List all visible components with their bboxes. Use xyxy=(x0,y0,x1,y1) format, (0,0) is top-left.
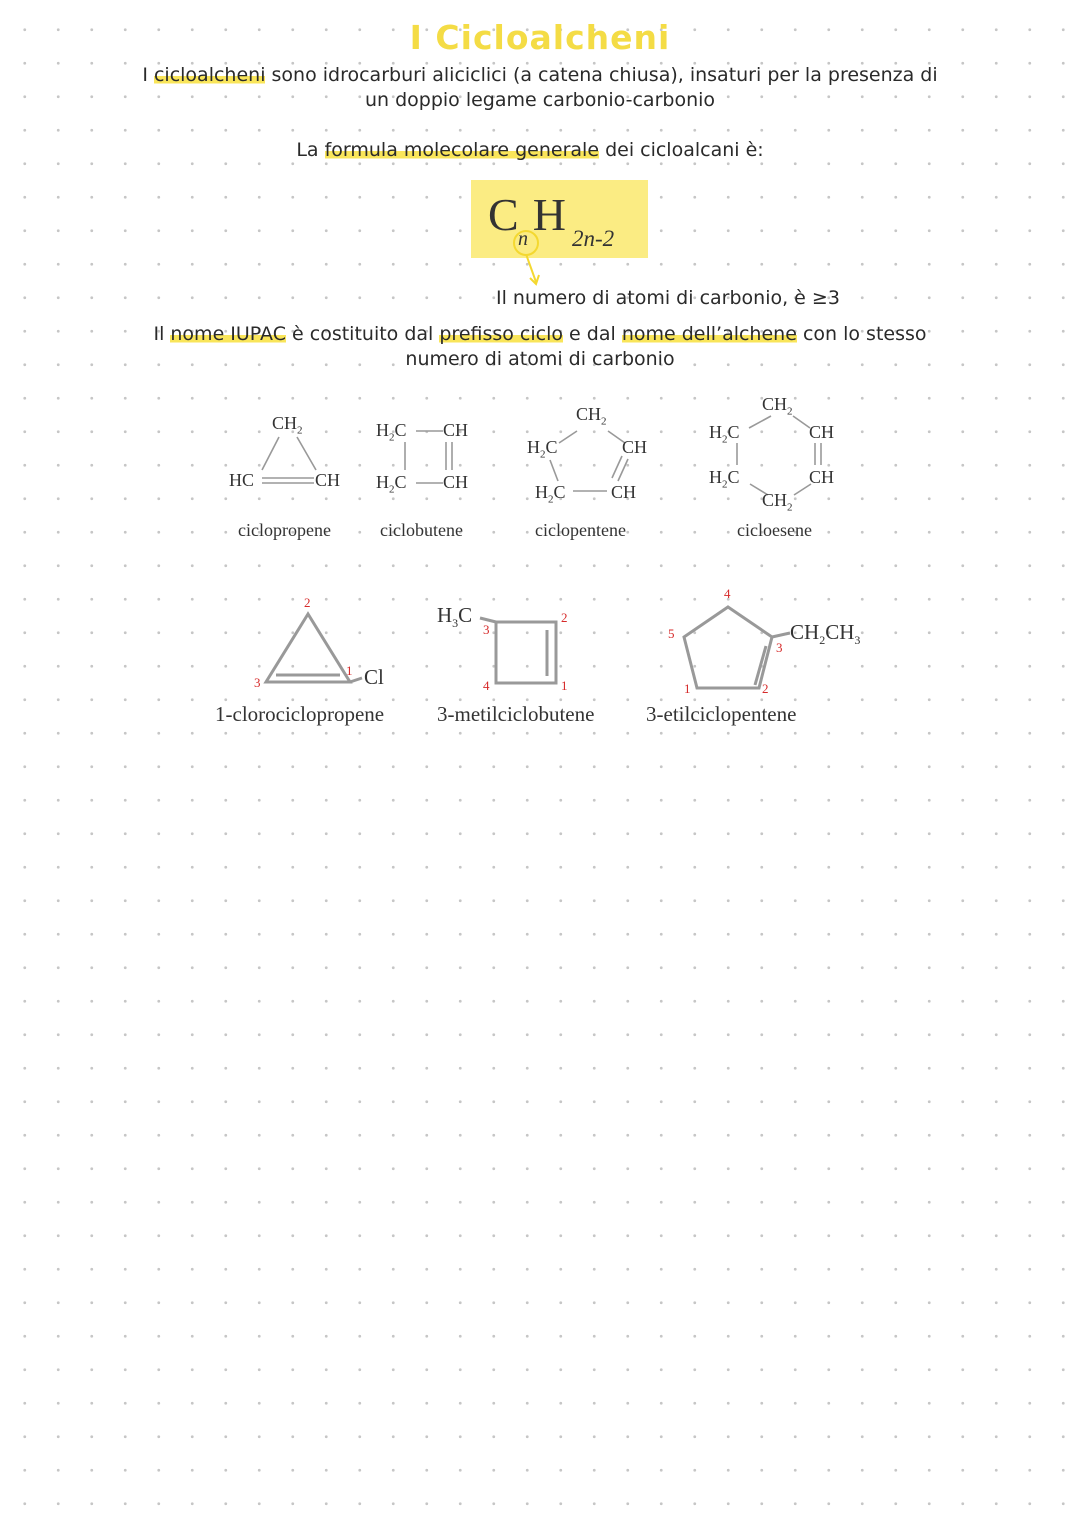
num-2: 2 xyxy=(561,610,568,625)
atom-hc: HC xyxy=(229,470,255,490)
num-2: 2 xyxy=(304,595,311,610)
num-1: 1 xyxy=(346,663,353,678)
atom-ch: CH xyxy=(809,422,835,442)
iupac-k2: prefisso ciclo xyxy=(439,323,564,345)
atom-h2c: $H_2C$ xyxy=(709,422,740,446)
formula-intro-keyword: formula molecolare generale xyxy=(324,139,600,161)
formula-sub-h: 2n-2 xyxy=(572,226,615,251)
atom-h2c: $H_2C$ xyxy=(376,420,407,444)
intro-prefix: I xyxy=(142,64,154,86)
atom-ch: CH xyxy=(622,437,648,457)
iupac-p1: Il xyxy=(153,323,171,345)
formula-h: H xyxy=(532,189,566,240)
num-1: 1 xyxy=(561,678,568,693)
num-3: 3 xyxy=(483,622,490,637)
intro-line-2: un doppio legame carbonio-carbonio xyxy=(364,89,716,111)
atom-ch: CH xyxy=(611,482,637,502)
molecule-name: ciclopentene xyxy=(535,520,626,540)
num-2: 2 xyxy=(762,681,769,696)
atom-ethyl: $CH_2CH_3$ xyxy=(790,620,861,648)
atom-h2c: $H_2C$ xyxy=(376,472,407,496)
num-5: 5 xyxy=(668,626,675,641)
iupac-k3: nome dell’alchene xyxy=(621,323,797,345)
num-1: 1 xyxy=(684,681,691,696)
molecule-name: 1-clorociclopropene xyxy=(215,702,385,726)
iupac-line-2: numero di atomi di carbonio xyxy=(405,348,675,370)
intro-rest: sono idrocarburi aliciclici (a catena chiusa), insaturi per la presenza di xyxy=(265,64,938,86)
molecule-name: ciclopropene xyxy=(238,520,331,540)
intro-keyword: cicloalcheni xyxy=(153,64,266,86)
num-4: 4 xyxy=(483,678,490,693)
iupac-p4: con lo stesso xyxy=(796,323,927,345)
molecule-name: 3-etilciclopentene xyxy=(646,702,797,726)
molecule-name: cicloesene xyxy=(737,520,812,540)
atom-ch2: $CH_2$ xyxy=(762,490,793,514)
num-4: 4 xyxy=(724,586,731,601)
iupac-k1: nome IUPAC xyxy=(170,323,286,345)
atom-h2c: $H_2C$ xyxy=(709,467,740,491)
atom-ch: CH xyxy=(809,467,835,487)
formula-intro-rest: dei cicloalcani è: xyxy=(599,139,764,161)
atom-ch: CH xyxy=(315,470,341,490)
num-3: 3 xyxy=(776,640,783,655)
atom-h3c: $H_3C$ xyxy=(437,603,473,631)
atom-ch: CH xyxy=(443,420,469,440)
atom-ch: CH xyxy=(443,472,469,492)
molecule-name: 3-metilciclobutene xyxy=(437,702,595,726)
formula-note: Il numero di atomi di carbonio, è ≥3 xyxy=(496,287,840,309)
formula-sub-n: n xyxy=(518,228,528,250)
atom-h2c: $H_2C$ xyxy=(535,482,566,506)
formula-c: C xyxy=(488,189,519,240)
atom-ch2: $CH_2$ xyxy=(762,394,793,418)
atom-ch2: $CH_2$ xyxy=(576,404,607,428)
num-3: 3 xyxy=(254,675,261,690)
atom-h2c: $H_2C$ xyxy=(527,437,558,461)
page-title: I Cicloalcheni xyxy=(409,18,671,57)
atom-ch2: $CH_2$ xyxy=(272,413,303,437)
molecule-name: ciclobutene xyxy=(380,520,463,540)
formula-intro-prefix: La xyxy=(296,139,325,161)
iupac-p3: e dal xyxy=(563,323,622,345)
structures-row-2 xyxy=(0,0,1080,760)
atom-cl: Cl xyxy=(364,665,384,689)
iupac-p2: è costituito dal xyxy=(285,323,440,345)
